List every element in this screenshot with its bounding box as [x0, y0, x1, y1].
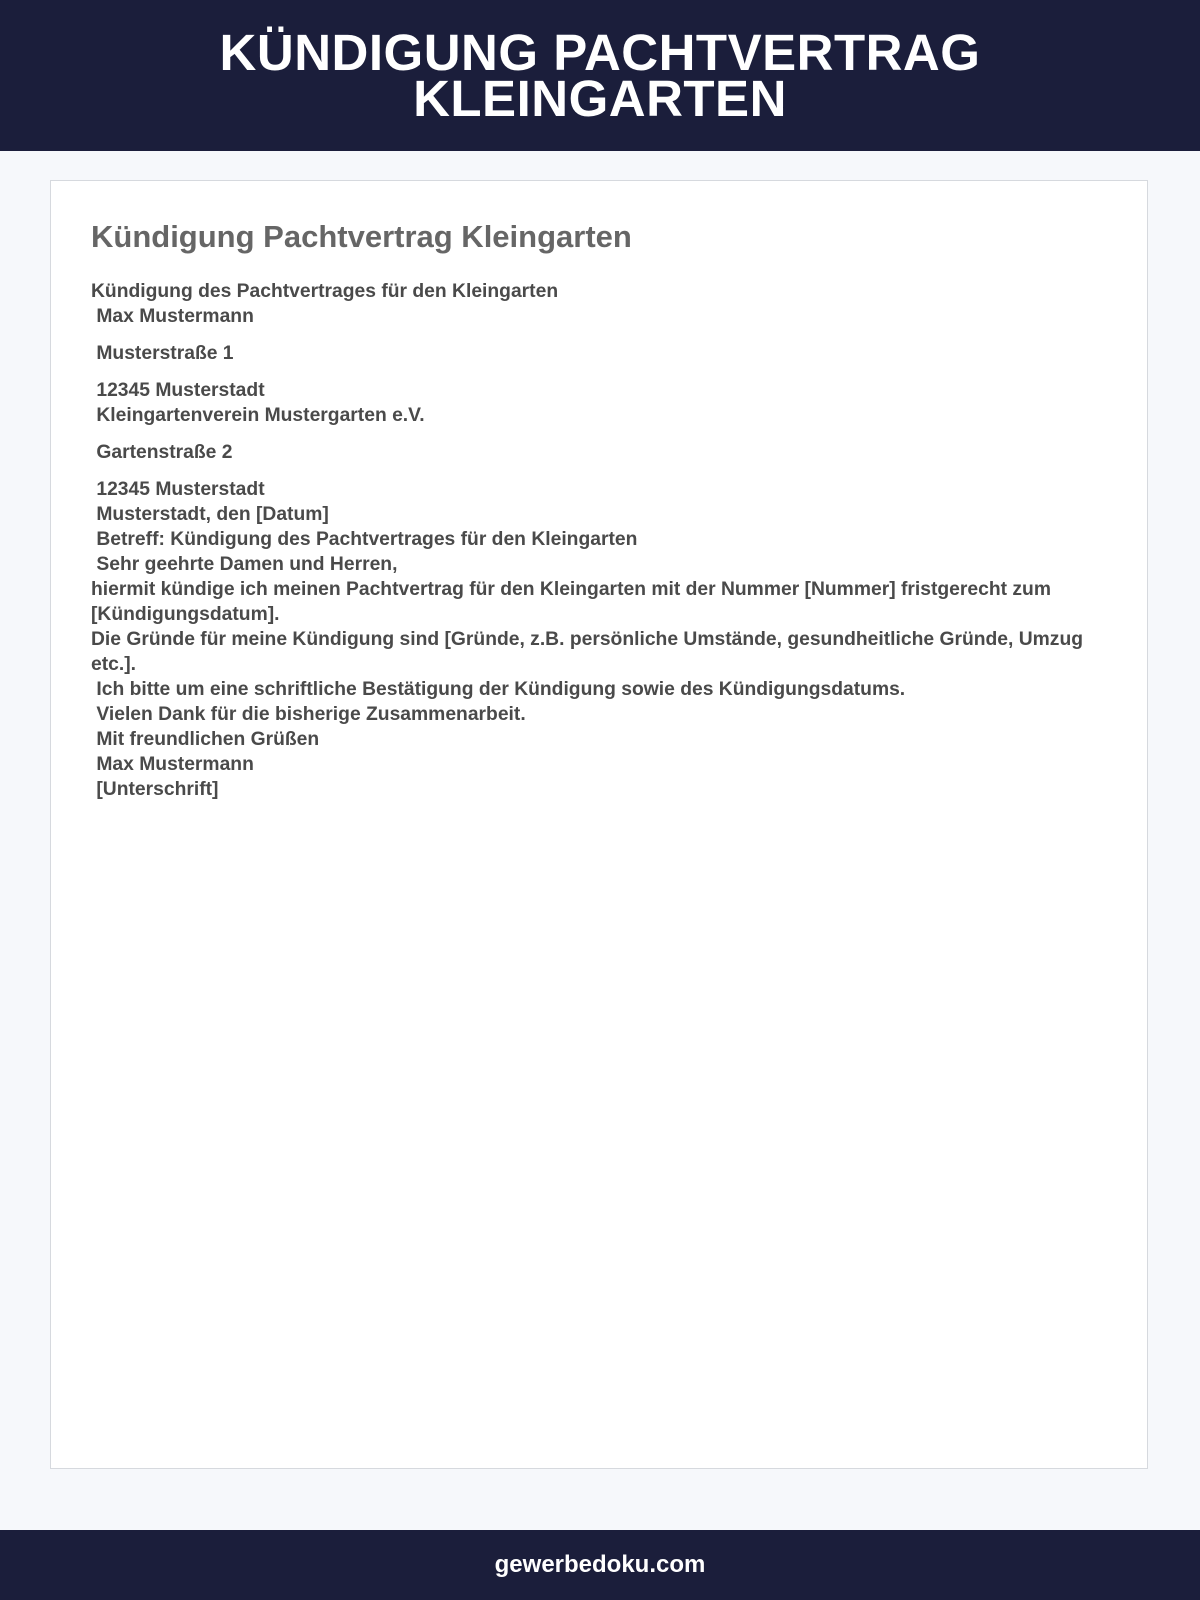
recipient-name: Kleingartenverein Mustergarten e.V.	[96, 405, 425, 426]
confirmation-request: Ich bitte um eine schriftliche Bestätigung der Kündigung sowie des Kündigungsdatums.	[96, 679, 906, 700]
document-card	[50, 180, 1148, 1469]
thanks-line: Vielen Dank für die bisherige Zusammenarbeit.	[96, 704, 526, 725]
paragraph-cancellation: hiermit kündige ich meinen Pachtvertrag für den Kleingarten mit der Nummer [Nummer] fristgerecht zum [Kündigungsdatum].	[91, 579, 1051, 625]
footer-site-link[interactable]: gewerbedoku.com	[494, 1551, 706, 1578]
page-header	[0, 0, 1200, 151]
salutation: Sehr geehrte Damen und Herren,	[96, 554, 398, 575]
place-date: Musterstadt, den [Datum]	[96, 504, 329, 525]
page-title: KÜNDIGUNG PACHTVERTRAG KLEINGARTEN	[219, 23, 981, 127]
recipient-street: Gartenstraße 2	[96, 442, 233, 463]
subject-line: Kündigung des Pachtvertrages für den Kleingarten	[91, 281, 559, 302]
document-title: Kündigung Pachtvertrag Kleingarten	[91, 219, 632, 254]
sender-city: 12345 Musterstadt	[96, 380, 265, 401]
paragraph-reasons: Die Gründe für meine Kündigung sind [Gründe, z.B. persönliche Umstände, gesundheitliche Gründe, Umzug etc.].	[91, 629, 1083, 675]
sender-name: Max Mustermann	[96, 306, 254, 327]
closing-line: Mit freundlichen Grüßen	[96, 729, 320, 750]
sender-street: Musterstraße 1	[96, 343, 234, 364]
recipient-city: 12345 Musterstadt	[96, 479, 265, 500]
betreff-line: Betreff: Kündigung des Pachtvertrages für den Kleingarten	[96, 529, 638, 550]
signature-name: Max Mustermann	[96, 754, 254, 775]
letter-body	[91, 279, 1101, 802]
signature-placeholder: [Unterschrift]	[96, 779, 219, 800]
page-footer	[0, 1530, 1200, 1600]
